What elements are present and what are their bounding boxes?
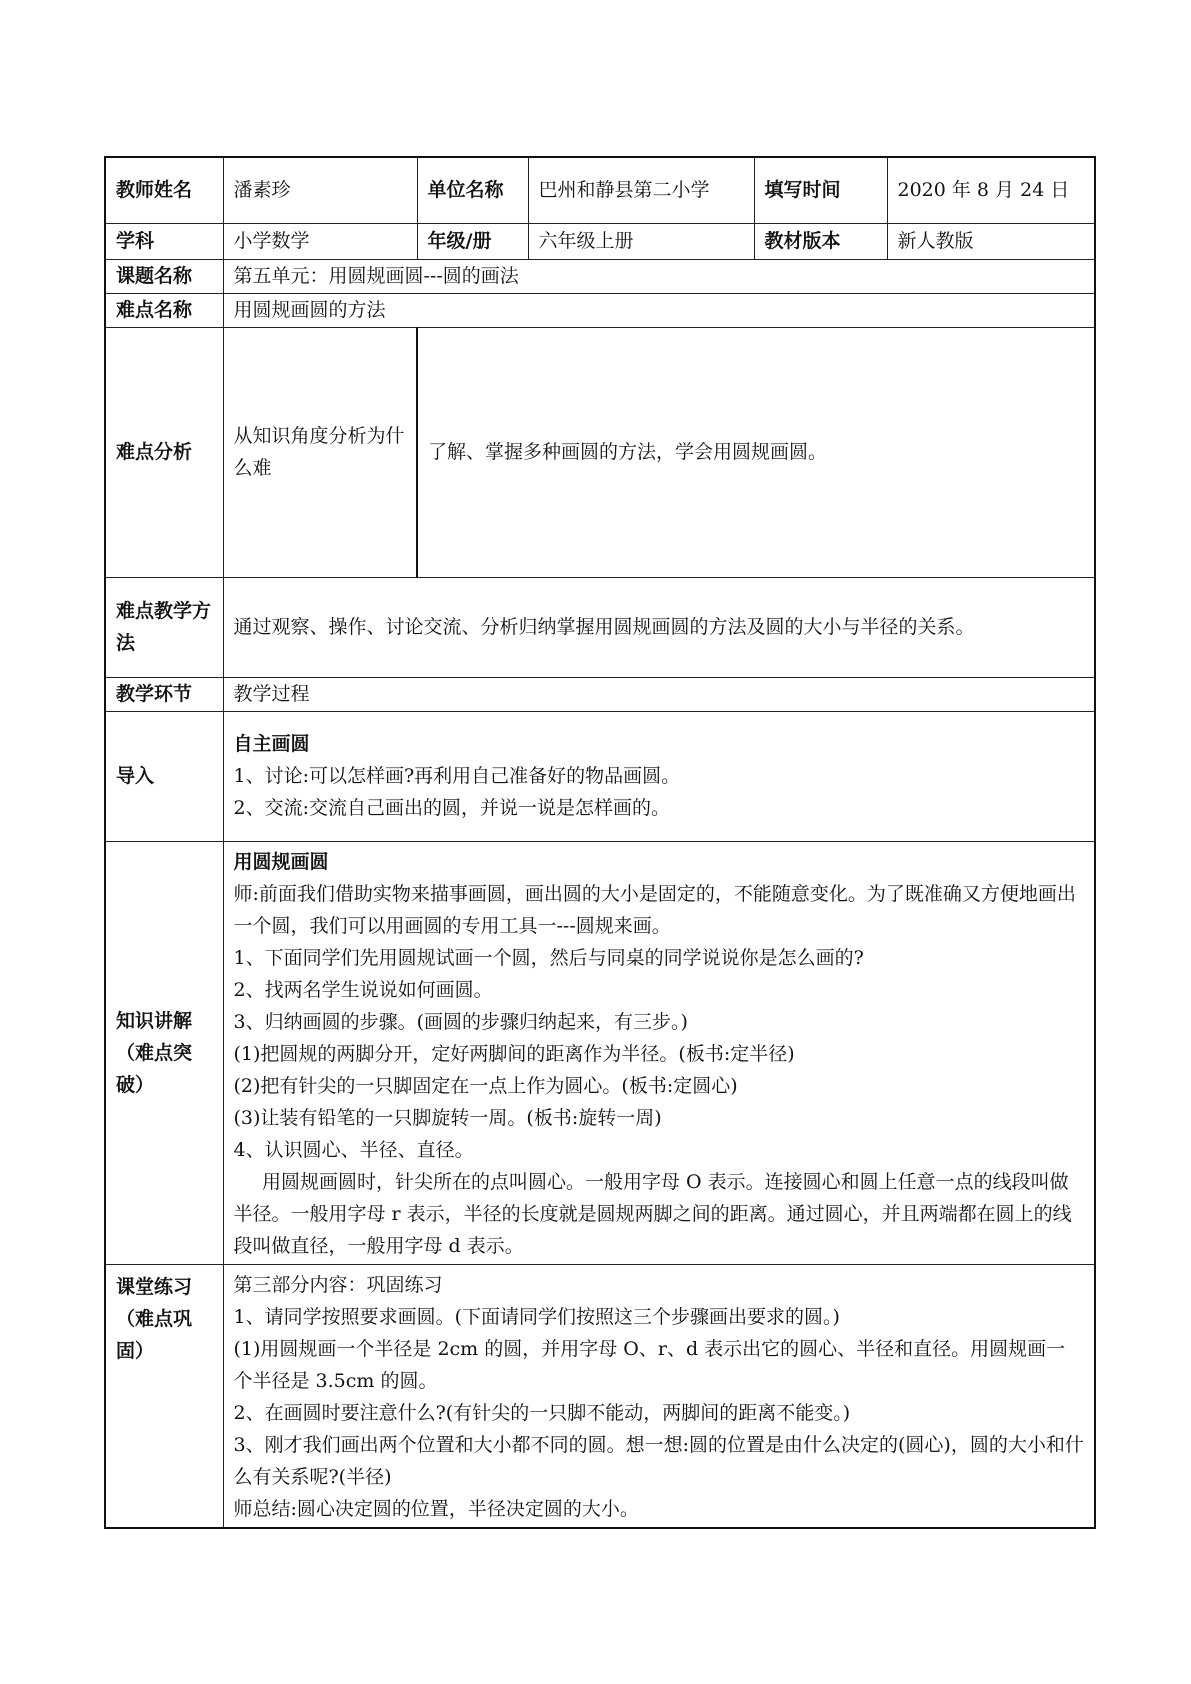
row-practice <box>105 1264 1095 1528</box>
method-label: 难点教学方法 <box>105 577 223 677</box>
intro-line-2: 2、交流:交流自己画出的圆，并说一说是怎样画的。 <box>233 797 670 819</box>
knowledge-line-8: 4、认识圆心、半径、直径。 <box>233 1138 474 1161</box>
row-subject <box>105 223 1095 259</box>
process-header-value: 教学过程 <box>223 677 1095 711</box>
intro-label: 导入 <box>105 711 223 841</box>
grade-value: 六年级上册 <box>528 223 754 259</box>
edition-value: 新人教版 <box>887 223 1095 259</box>
knowledge-line-2: 1、下面同学们先用圆规试画一个圆，然后与同桌的同学说说你是怎么画的? <box>233 946 864 969</box>
row-topic <box>105 259 1095 293</box>
practice-label: 课堂练习（难点巩固） <box>105 1264 223 1528</box>
intro-line-1: 1、讨论:可以怎样画?再利用自己准备好的物品画圆。 <box>233 765 681 787</box>
date-label: 填写时间 <box>754 157 887 223</box>
teacher-value: 潘素珍 <box>223 157 417 223</box>
knowledge-label: 知识讲解（难点突破） <box>105 841 223 1264</box>
lesson-plan-form <box>104 156 1094 1529</box>
difficulty-label: 难点名称 <box>105 293 223 327</box>
subject-label: 学科 <box>105 223 223 259</box>
row-intro <box>105 711 1095 841</box>
practice-line-5: 3、刚才我们画出两个位置和大小都不同的圆。想一想:圆的位置是由什么决定的(圆心)，圆的大小和什么有关系呢?(半径) <box>233 1433 1084 1488</box>
topic-label: 课题名称 <box>105 259 223 293</box>
row-teacher <box>105 157 1095 223</box>
knowledge-line-4: 3、归纳画圆的步骤。(画圆的步骤归纳起来，有三步。) <box>233 1010 688 1033</box>
teacher-label: 教师姓名 <box>105 157 223 223</box>
subject-value: 小学数学 <box>223 223 417 259</box>
practice-line-3: (1)用圆规画一个半径是 2cm 的圆，并用字母 O、r、d 表示出它的圆心、半径和直径。用圆规画一个半径是 3.5cm 的圆。 <box>233 1337 1066 1392</box>
practice-line-6: 师总结:圆心决定圆的位置，半径决定圆的大小。 <box>233 1497 639 1520</box>
practice-line-1: 第三部分内容：巩固练习 <box>233 1273 443 1296</box>
row-method <box>105 577 1095 677</box>
knowledge-line-3: 2、找两名学生说说如何画圆。 <box>233 978 493 1001</box>
row-difficulty <box>105 293 1095 327</box>
knowledge-line-5: (1)把圆规的两脚分开，定好两脚间的距离作为半径。(板书:定半径) <box>233 1042 795 1065</box>
intro-title: 自主画圆 <box>233 733 310 755</box>
analysis-label: 难点分析 <box>105 327 223 577</box>
topic-value: 第五单元：用圆规画圆---圆的画法 <box>223 259 1095 293</box>
analysis-sub-label <box>223 327 417 577</box>
knowledge-line-1: 师:前面我们借助实物来描事画圆，画出圆的大小是固定的，不能随意变化。为了既准确又方便地画出一个圆，我们可以用画圆的专用工具一---圆规来画。 <box>233 882 1076 937</box>
practice-line-2: 1、请同学按照要求画圆。(下面请同学们按照这三个步骤画出要求的圆。) <box>233 1305 840 1328</box>
knowledge-definition: 用圆规画圆时，针尖所在的点叫圆心。一般用字母 O 表示。连接圆心和圆上任意一点的线段叫做半径。一般用字母 r 表示，半径的长度就是圆规两脚之间的距离。通过圆心，并且两端都在圆上的线段叫做直径，一般用字母 d 表示。 <box>233 1170 1072 1257</box>
row-knowledge <box>105 841 1095 1264</box>
knowledge-line-7: (3)让装有铅笔的一只脚旋转一周。(板书:旋转一周) <box>233 1106 662 1129</box>
grade-label: 年级/册 <box>417 223 528 259</box>
analysis-sub-label-text: 从知识角度分析为什么难 <box>233 425 405 479</box>
difficulty-value: 用圆规画圆的方法 <box>223 293 1095 327</box>
row-process-header <box>105 677 1095 711</box>
unit-value: 巴州和静县第二小学 <box>528 157 754 223</box>
practice-line-4: 2、在画圆时要注意什么?(有针尖的一只脚不能动，两脚间的距离不能变。) <box>233 1401 851 1424</box>
process-header-label: 教学环节 <box>105 677 223 711</box>
intro-content <box>223 711 1095 841</box>
row-analysis <box>105 327 1095 577</box>
edition-label: 教材版本 <box>754 223 887 259</box>
knowledge-content <box>223 841 1095 1264</box>
analysis-value: 了解、掌握多种画圆的方法，学会用圆规画圆。 <box>417 327 1095 577</box>
practice-content <box>223 1264 1095 1528</box>
knowledge-line-6: (2)把有针尖的一只脚固定在一点上作为圆心。(板书:定圆心) <box>233 1074 738 1097</box>
date-value: 2020 年 8 月 24 日 <box>887 157 1095 223</box>
unit-label: 单位名称 <box>417 157 528 223</box>
form-table <box>104 156 1096 1529</box>
knowledge-title: 用圆规画圆 <box>233 850 329 873</box>
method-value: 通过观察、操作、讨论交流、分析归纳掌握用圆规画圆的方法及圆的大小与半径的关系。 <box>223 577 1095 677</box>
